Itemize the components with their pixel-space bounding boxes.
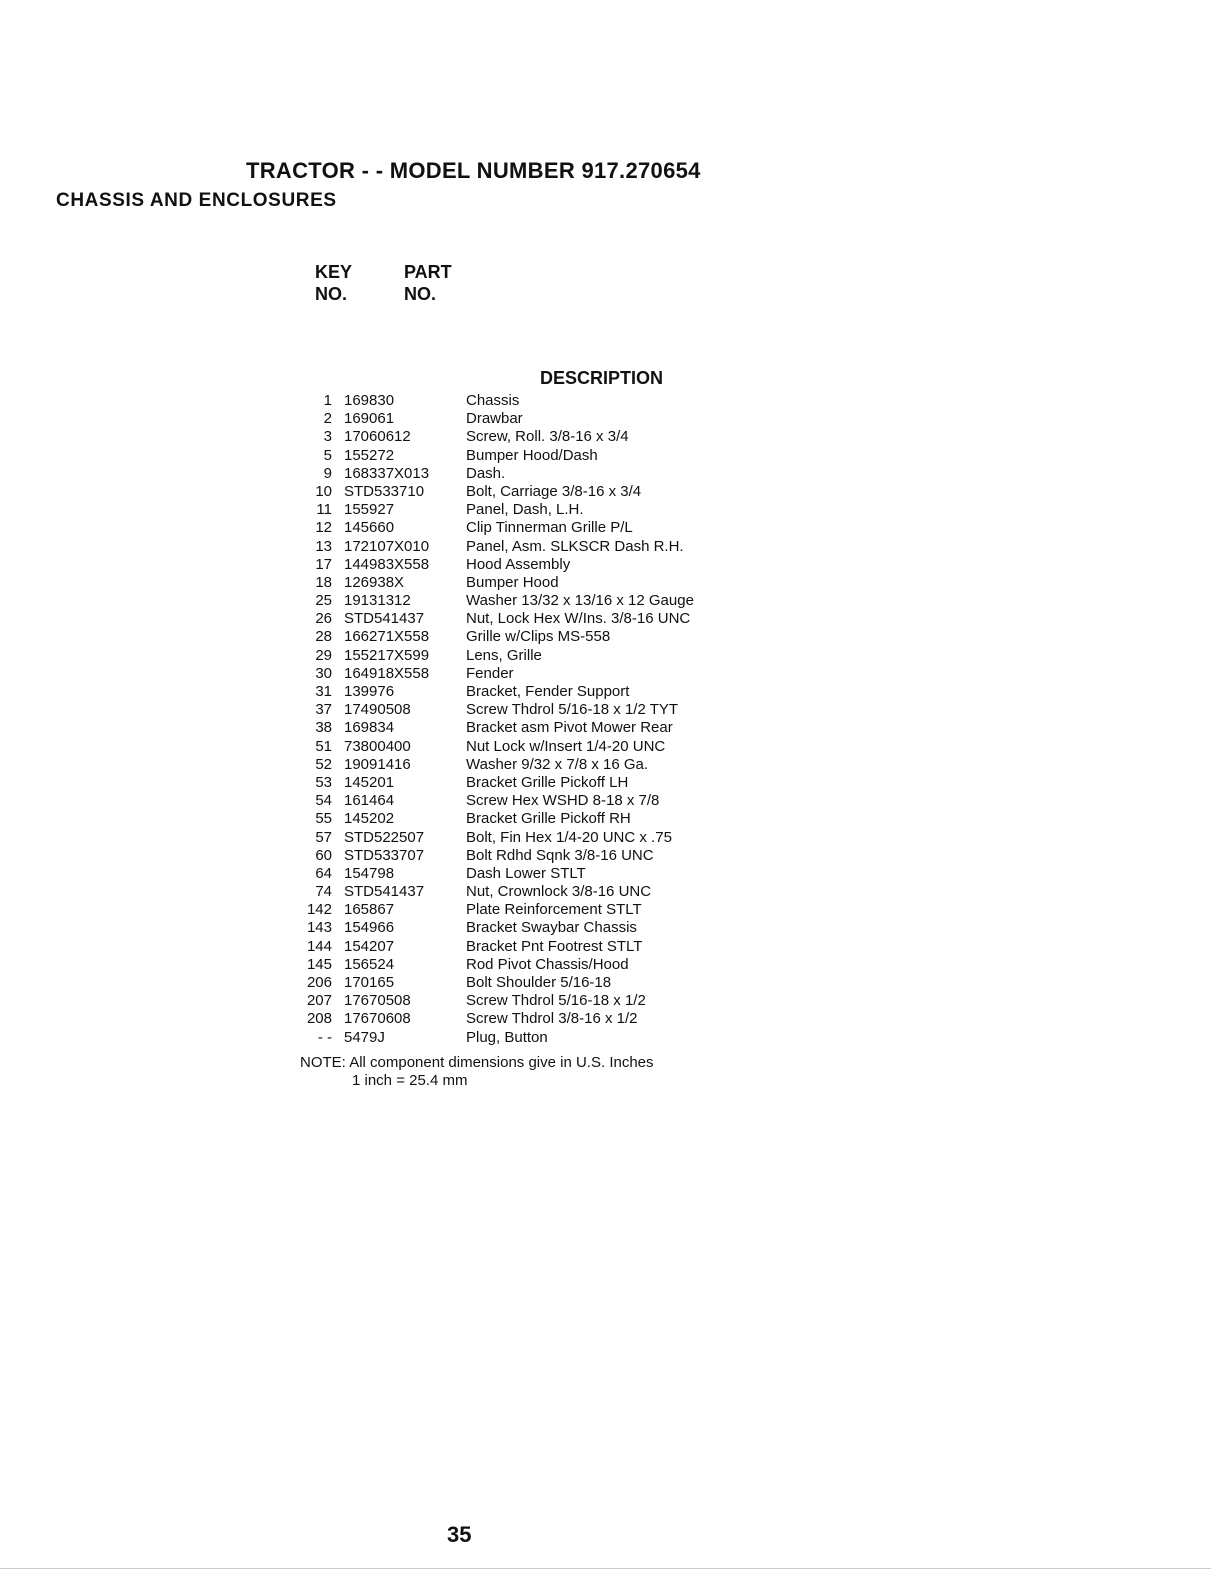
list-item — [300, 556, 760, 574]
part-description: Chassis — [466, 392, 520, 409]
key-number: 13 — [315, 537, 332, 555]
list-item — [300, 701, 760, 719]
key-number: 28 — [315, 628, 332, 646]
key-number: - - — [317, 1028, 332, 1046]
part-number: 169830 — [344, 392, 395, 409]
note-label: NOTE: — [300, 1054, 346, 1071]
list-item — [300, 1029, 760, 1047]
key-number: 60 — [315, 846, 332, 864]
part-description: Bracket Pnt Footrest STLT — [466, 937, 643, 955]
list-item — [300, 392, 760, 410]
part-description: Nut, Lock Hex W/Ins. 3/8-16 UNC — [466, 610, 691, 628]
part-description: Bracket asm Pivot Mower Rear — [466, 719, 673, 737]
part-description: Hood Assembly — [466, 555, 571, 573]
part-number: STD541437 — [344, 883, 425, 901]
key-number: 26 — [315, 610, 332, 628]
list-item — [300, 829, 760, 847]
list-item — [300, 738, 760, 756]
key-number: 38 — [315, 719, 332, 737]
key-number: 55 — [315, 810, 332, 828]
key-number: 12 — [315, 519, 332, 537]
list-item — [300, 756, 760, 774]
part-number: 166271X558 — [344, 628, 430, 646]
part-number: 144983X558 — [344, 555, 430, 573]
list-item — [300, 428, 760, 446]
part-description: Plug, Button — [466, 1028, 548, 1046]
part-description: Bracket Swaybar Chassis — [466, 919, 637, 937]
part-description: Dash Lower STLT — [466, 864, 586, 882]
key-number: 18 — [315, 573, 332, 591]
part-description: Bracket Grille Pickoff RH — [466, 810, 631, 828]
part-number: 17670508 — [344, 992, 411, 1010]
key-number: 17 — [315, 555, 332, 573]
part-description: Rod Pivot Chassis/Hood — [466, 955, 629, 973]
key-number: 64 — [315, 864, 332, 882]
header-key-line1: KEY — [315, 262, 353, 282]
list-item — [300, 810, 760, 828]
list-item — [300, 628, 760, 646]
note-conversion: 1 inch = 25.4 mm — [352, 1072, 468, 1089]
page-title: TRACTOR - - MODEL NUMBER 917.270654 — [246, 158, 701, 183]
key-number: 206 — [306, 974, 332, 991]
key-number: 29 — [315, 646, 332, 664]
part-number: 161464 — [344, 792, 395, 810]
part-description: Dash. — [466, 464, 506, 482]
key-number: 208 — [306, 1010, 332, 1028]
part-description: Screw Thdrol 3/8-16 x 1/2 — [466, 1010, 638, 1028]
part-description: Grille w/Clips MS-558 — [466, 628, 611, 646]
note-text: All component dimensions give in U.S. Inches — [349, 1054, 654, 1071]
part-number: 19091416 — [344, 755, 411, 773]
list-item — [300, 465, 760, 483]
part-number: 17490508 — [344, 701, 411, 719]
header-description: DESCRIPTION — [540, 368, 664, 388]
part-description: Lens, Grille — [466, 646, 542, 664]
key-number: 53 — [315, 773, 332, 791]
list-item — [300, 865, 760, 883]
key-number: 57 — [315, 828, 332, 846]
part-description: Screw, Roll. 3/8-16 x 3/4 — [466, 428, 629, 446]
part-description: Bracket Grille Pickoff LH — [466, 773, 629, 791]
list-item — [300, 919, 760, 937]
header-key-line2: NO. — [315, 284, 348, 304]
key-number: 37 — [315, 701, 332, 719]
note — [300, 1054, 654, 1071]
part-number: 73800400 — [344, 737, 411, 755]
page-number: 35 — [447, 1522, 472, 1547]
part-description: Bumper Hood/Dash — [466, 446, 598, 464]
list-item — [300, 519, 760, 537]
part-description: Nut, Crownlock 3/8-16 UNC — [466, 883, 652, 901]
list-item — [300, 774, 760, 792]
list-item — [300, 483, 760, 501]
part-number: 155927 — [344, 501, 395, 519]
part-number: 172107X010 — [344, 537, 430, 555]
key-number: 3 — [323, 428, 332, 446]
part-description: Drawbar — [466, 410, 523, 428]
part-number: 154798 — [344, 864, 395, 882]
part-description: Fender — [466, 664, 514, 682]
parts-list — [300, 392, 760, 1047]
list-item — [300, 792, 760, 810]
part-number: 154966 — [344, 919, 395, 937]
list-item — [300, 992, 760, 1010]
list-item — [300, 847, 760, 865]
list-item — [300, 683, 760, 701]
part-number: 17670608 — [344, 1010, 411, 1028]
list-item — [300, 592, 760, 610]
part-number: 170165 — [344, 974, 395, 991]
part-description: Washer 13/32 x 13/16 x 12 Gauge — [466, 592, 694, 610]
part-description: Screw Thdrol 5/16-18 x 1/2 — [466, 992, 646, 1010]
key-number: 143 — [306, 919, 332, 937]
part-description: Nut Lock w/Insert 1/4-20 UNC — [466, 737, 666, 755]
list-item — [300, 538, 760, 556]
part-description: Panel, Asm. SLKSCR Dash R.H. — [466, 537, 684, 555]
part-number: 145660 — [344, 519, 395, 537]
list-item — [300, 883, 760, 901]
part-number: 169834 — [344, 719, 395, 737]
part-number: 156524 — [344, 955, 395, 973]
key-number: 74 — [315, 883, 332, 901]
part-number: 139976 — [344, 683, 395, 700]
part-number: 155217X599 — [344, 646, 430, 664]
part-description: Washer 9/32 x 7/8 x 16 Ga. — [466, 755, 649, 773]
part-description: Bracket, Fender Support — [466, 683, 630, 700]
key-number: 11 — [316, 501, 332, 519]
header-part-line2: NO. — [404, 284, 437, 304]
key-number: 9 — [323, 464, 332, 482]
part-number: 168337X013 — [344, 464, 430, 482]
list-item — [300, 719, 760, 737]
part-description: Bolt, Fin Hex 1/4-20 UNC x .75 — [466, 828, 672, 846]
list-item — [300, 574, 760, 592]
part-number: 155272 — [344, 446, 395, 464]
list-item — [300, 1010, 760, 1028]
part-number: 164918X558 — [344, 664, 430, 682]
list-item — [300, 956, 760, 974]
part-number: 169061 — [344, 410, 395, 428]
part-description: Panel, Dash, L.H. — [466, 501, 584, 519]
part-number: 126938X — [344, 573, 405, 591]
list-item — [300, 410, 760, 428]
part-number: STD522507 — [344, 828, 425, 846]
list-item — [300, 447, 760, 465]
part-number: 145201 — [344, 773, 395, 791]
list-item — [300, 665, 760, 683]
part-number: 5479J — [344, 1028, 385, 1046]
part-number: 154207 — [344, 937, 395, 955]
list-item — [300, 610, 760, 628]
key-number: 5 — [323, 446, 332, 464]
key-number: 1 — [323, 392, 332, 409]
key-number: 54 — [315, 792, 332, 810]
key-number: 51 — [315, 737, 332, 755]
part-number: 145202 — [344, 810, 395, 828]
bottom-rule — [0, 1568, 1211, 1569]
key-number: 52 — [315, 755, 332, 773]
part-number: 165867 — [344, 901, 395, 919]
key-number: 30 — [315, 664, 332, 682]
part-number: 17060612 — [344, 428, 411, 446]
key-number: 142 — [306, 901, 332, 919]
key-number: 31 — [315, 683, 332, 700]
header-part-line1: PART — [404, 262, 452, 282]
list-item — [300, 647, 760, 665]
part-description: Plate Reinforcement STLT — [466, 901, 642, 919]
part-number: STD533710 — [344, 482, 425, 500]
list-item — [300, 501, 760, 519]
part-number: 19131312 — [344, 592, 411, 610]
list-item — [300, 901, 760, 919]
key-number: 145 — [306, 955, 332, 973]
part-description: Screw Thdrol 5/16-18 x 1/2 TYT — [466, 701, 679, 719]
key-number: 144 — [306, 937, 332, 955]
key-number: 207 — [306, 992, 332, 1010]
key-number: 10 — [315, 482, 332, 500]
part-number: STD541437 — [344, 610, 425, 628]
key-number: 2 — [323, 410, 332, 428]
part-description: Bolt Rdhd Sqnk 3/8-16 UNC — [466, 846, 654, 864]
part-description: Bolt Shoulder 5/16-18 — [466, 974, 612, 991]
part-description: Screw Hex WSHD 8-18 x 7/8 — [466, 792, 660, 810]
section-title: CHASSIS AND ENCLOSURES — [56, 190, 337, 211]
part-description: Bumper Hood — [466, 573, 559, 591]
list-item — [300, 974, 760, 992]
part-description: Clip Tinnerman Grille P/L — [466, 519, 633, 537]
key-number: 25 — [315, 592, 332, 610]
list-item — [300, 938, 760, 956]
part-number: STD533707 — [344, 846, 425, 864]
part-description: Bolt, Carriage 3/8-16 x 3/4 — [466, 482, 642, 500]
